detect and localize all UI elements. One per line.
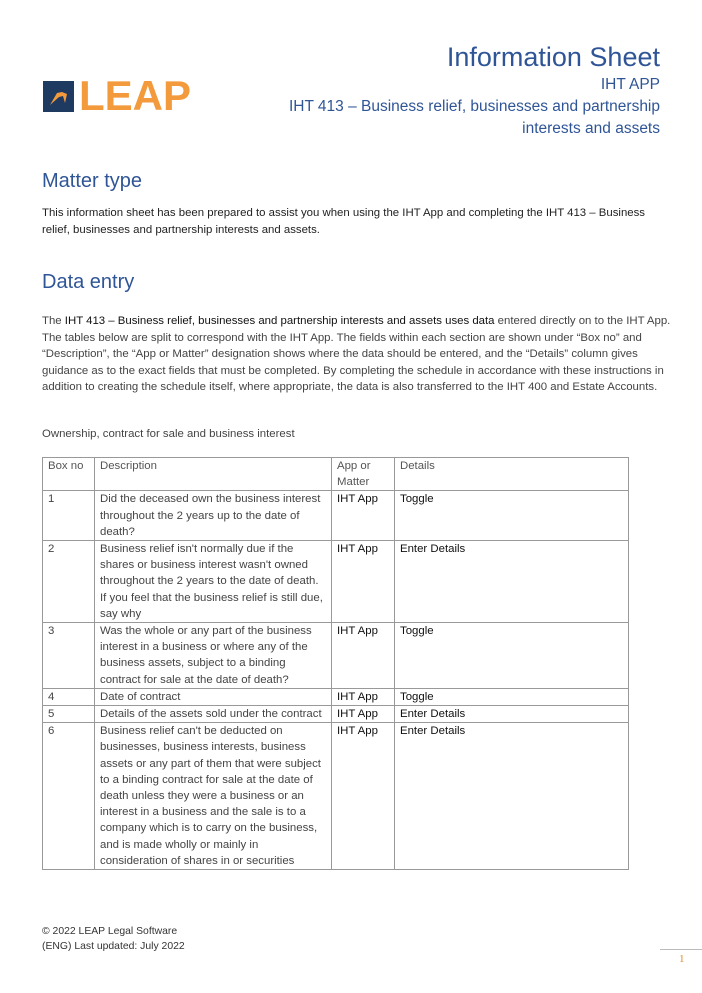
app-cell: IHT App bbox=[332, 491, 395, 541]
page-title: Information Sheet bbox=[446, 42, 660, 72]
table-row bbox=[43, 688, 629, 705]
box-number: 2 bbox=[43, 541, 95, 623]
form-subtitle-line2: interests and assets bbox=[522, 120, 660, 137]
description-cell: Details of the assets sold under the contract bbox=[95, 706, 332, 723]
app-cell: IHT App bbox=[332, 723, 395, 870]
app-subtitle: IHT APP bbox=[600, 76, 660, 93]
copyright-text: © 2022 LEAP Legal Software bbox=[42, 926, 178, 937]
table-header-row bbox=[43, 458, 629, 491]
details-cell: Toggle bbox=[395, 491, 629, 541]
matter-type-heading: Matter type bbox=[42, 170, 143, 192]
description-cell: Business relief isn't normally due if the shares or business interest wasn't owned throughout the 2 years to the date of death. If you feel that the business relief is still due, say why bbox=[95, 541, 332, 623]
page-number-divider bbox=[660, 949, 702, 950]
leap-logo-mark-icon bbox=[43, 81, 74, 112]
details-cell: Enter Details bbox=[395, 706, 629, 723]
details-cell: Toggle bbox=[395, 623, 629, 689]
table-row bbox=[43, 706, 629, 723]
box-number: 3 bbox=[43, 623, 95, 689]
app-cell: IHT App bbox=[332, 688, 395, 705]
details-cell: Toggle bbox=[395, 688, 629, 705]
table-caption: Ownership, contract for sale and business interest bbox=[42, 428, 295, 440]
document-title-block bbox=[289, 40, 660, 140]
details-cell: Enter Details bbox=[395, 541, 629, 623]
table-row bbox=[43, 541, 629, 623]
description-cell: Date of contract bbox=[95, 688, 332, 705]
table-row bbox=[43, 491, 629, 541]
description-cell: Business relief can't be deducted on businesses, business interests, business assets or any part of them that were subject to a binding contract for sale at the date of death unless they were a business or an interest in a business and the sale is to a company which is to carry on the business, and is made wholly or mainly in consideration of shares in or securities bbox=[95, 723, 332, 870]
leap-logo bbox=[43, 72, 192, 119]
box-number: 6 bbox=[43, 723, 95, 870]
box-number: 1 bbox=[43, 491, 95, 541]
table-row bbox=[43, 623, 629, 689]
data-entry-body-rest: entered directly on to the IHT App. The tables below are split to correspond with the IHT App. The fields within each section are shown under “Box no” and “Description”, the “App or Matter” designation shows where the data should be entered, and the “Details” column gives guidance as to the exact fields that must be completed. By completing the schedule in accordance with these instructions in addition to creating the schedule itself, where appropriate, the data is also transferred to the IHT 400 and Estate Accounts. bbox=[42, 315, 671, 393]
header-box-no: Box no bbox=[43, 458, 95, 491]
matter-type-body: This information sheet has been prepared to assist you when using the IHT App and completing the IHT 413 – Business relief, businesses and partnership interests and assets. bbox=[42, 207, 646, 236]
details-cell: Enter Details bbox=[395, 723, 629, 870]
leap-logo-text: LEAP bbox=[79, 72, 192, 119]
app-cell: IHT App bbox=[332, 541, 395, 623]
box-number: 5 bbox=[43, 706, 95, 723]
header-details: Details bbox=[395, 458, 629, 491]
app-cell: IHT App bbox=[332, 623, 395, 689]
header-app-or-matter: App or Matter bbox=[332, 458, 395, 491]
last-updated-text: (ENG) Last updated: July 2022 bbox=[42, 941, 185, 952]
data-entry-heading: Data entry bbox=[42, 271, 135, 293]
data-entry-body-bold: IHT 413 – Business relief, businesses and partnership interests and assets uses data bbox=[64, 315, 495, 327]
box-number: 4 bbox=[43, 688, 95, 705]
page-number: 1 bbox=[679, 953, 685, 965]
table-row bbox=[43, 723, 629, 870]
description-cell: Did the deceased own the business interest throughout the 2 years up to the date of death? bbox=[95, 491, 332, 541]
header-description: Description bbox=[95, 458, 332, 491]
data-entry-body bbox=[42, 313, 672, 396]
description-cell: Was the whole or any part of the business interest in a business or where any of the business assets, subject to a binding contract for sale at the date of death? bbox=[95, 623, 332, 689]
app-cell: IHT App bbox=[332, 706, 395, 723]
data-entry-body-prefix: The bbox=[42, 315, 65, 327]
data-entry-table bbox=[42, 457, 629, 870]
page-footer bbox=[42, 924, 185, 954]
form-subtitle-line1: IHT 413 – Business relief, businesses and partnership bbox=[288, 98, 660, 115]
